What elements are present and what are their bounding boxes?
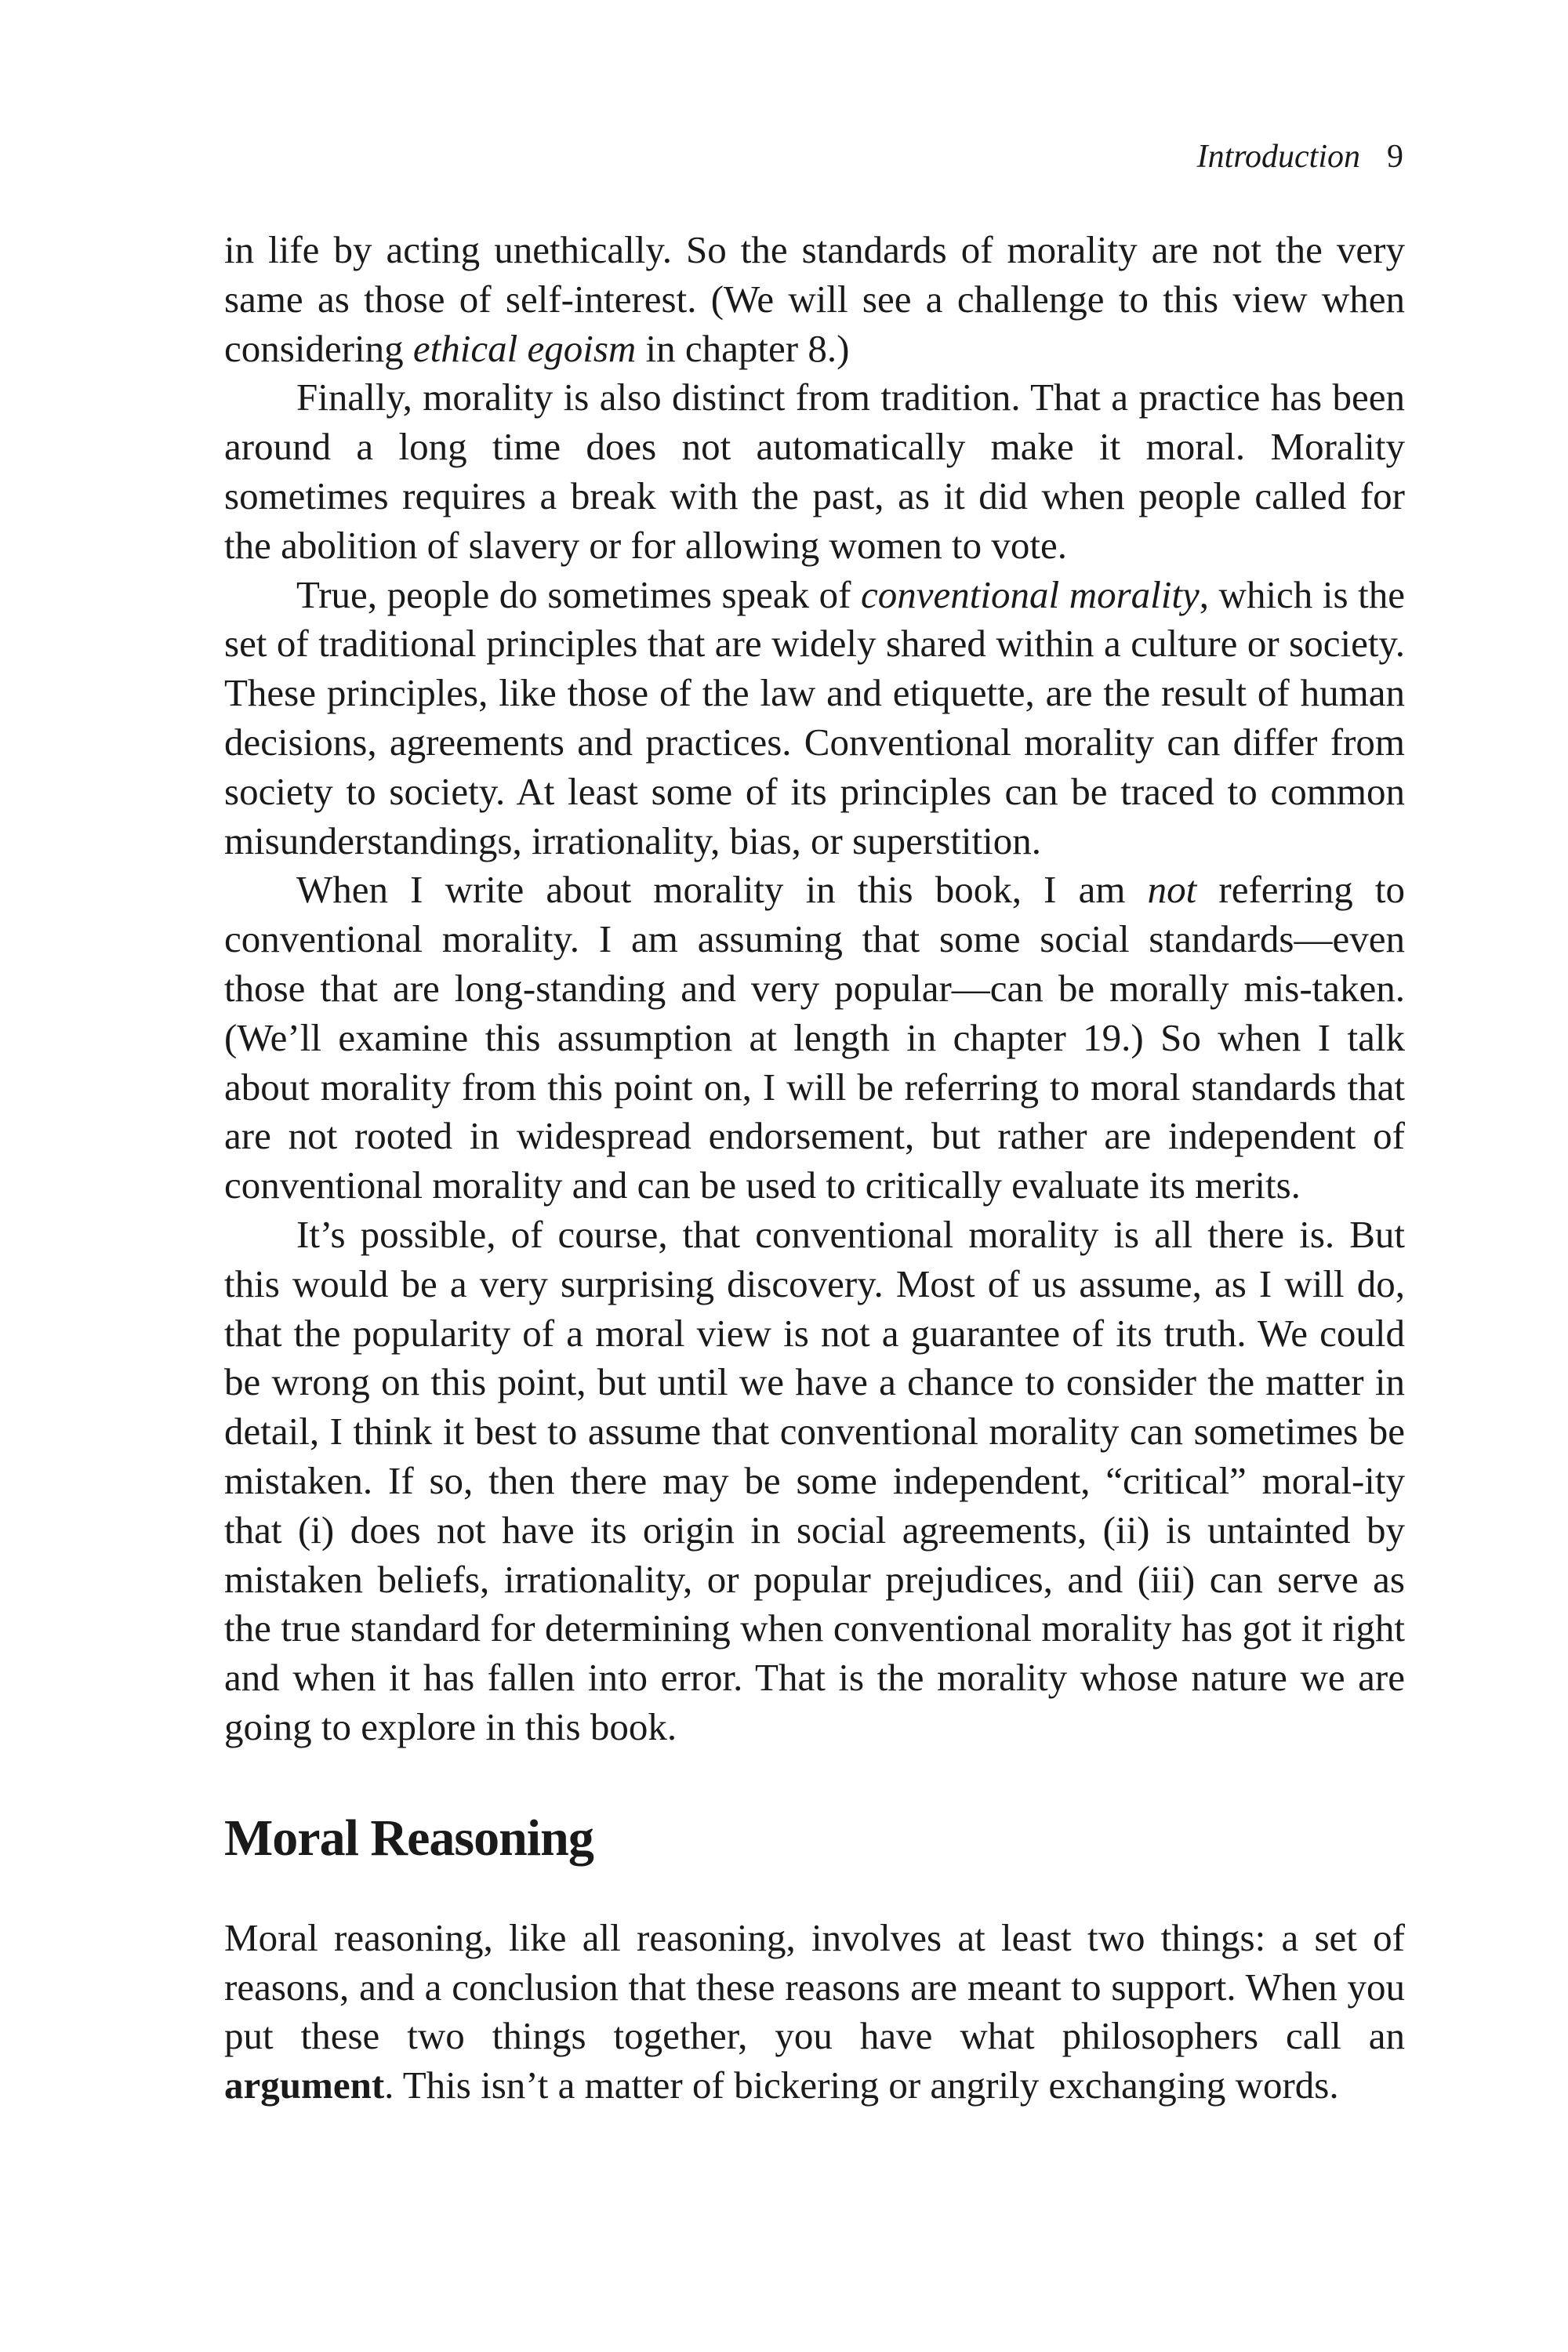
page-number: 9: [1387, 139, 1403, 175]
paragraph-3: [224, 571, 1405, 866]
paragraph-3-emphasis: conventional morality: [861, 572, 1200, 616]
running-head-section: Introduction: [1196, 139, 1360, 175]
paragraph-1-text-a: in life by acting unethically. So the standards of morality are not the very same as those of self-interest. (We will see a challenge to this view when considering: [224, 228, 1405, 370]
paragraph-6-text-b: . This isn’t a matter of bickering or angrily exchanging words.: [384, 2063, 1339, 2107]
paragraph-4-text-a: When I write about morality in this book, I am: [296, 868, 1148, 912]
paragraph-3-text-b: , which is the set of traditional principles that are widely shared within a culture or society. These principles, like those of the law and etiquette, are the result of human decisions, agreements and practices. Conventional morality can differ from society to society. At least some of its principles can be traced to common misunderstandings, irrationality, bias, or superstition.: [224, 572, 1405, 862]
paragraph-4-emphasis: not: [1147, 868, 1197, 912]
paragraph-6: [224, 1914, 1405, 2111]
paragraph-4: [224, 866, 1405, 1210]
paragraph-2: Finally, morality is also distinct from tradition. That a practice has been around a long time does not automatically make it moral. Morality sometimes requires a break with the past, as it did when people called for the abolition of slavery or for allowing women to vote.: [224, 376, 1405, 567]
paragraph-4-text-b: referring to conventional morality. I am assuming that some social standards—even those that are long-standing and very popular—can be morally mis-taken. (We’ll examine this assumption at length in chapter 19.) So when I talk about morality from this point on, I will be referring to moral standards that are not rooted in widespread endorsement, but rather are independent of conventional morality and can be used to critically evaluate its merits.: [224, 868, 1406, 1207]
paragraph-3-text-a: True, people do sometimes speak of: [296, 572, 862, 616]
paragraph-6-text-a: Moral reasoning, like all reasoning, involves at least two things: a set of reasons, and a conclusion that these reasons are meant to support. When you put these two things together, you have what philosophers call an: [224, 1915, 1405, 2058]
body-text: [224, 226, 1405, 2111]
paragraph-6-bold-term: argument: [224, 2063, 385, 2107]
paragraph-1-emphasis: ethical egoism: [412, 326, 637, 370]
paragraph-1: [224, 226, 1405, 373]
section-heading: Moral Reasoning: [224, 1809, 593, 1867]
paragraph-1-text-b: in chapter 8.): [636, 326, 850, 370]
paragraph-5: It’s possible, of course, that conventional morality is all there is. But this would be a very surprising discovery. Most of us assume, as I will do, that the popularity of a moral view is not a guarantee of its truth. We could be wrong on this point, but until we have a chance to consider the matter in detail, I think it best to assume that conventional morality can sometimes be mistaken. If so, then there may be some independent, “critical” moral-ity that (i) does not have its origin in social agreements, (ii) is untainted by mistaken beliefs, irrationality, or popular prejudices, and (iii) can serve as the true standard for determining when conventional morality has got it right and when it has fallen into error. That is the morality whose nature we are going to explore in this book.: [224, 1212, 1405, 1748]
running-head: [1197, 135, 1403, 179]
